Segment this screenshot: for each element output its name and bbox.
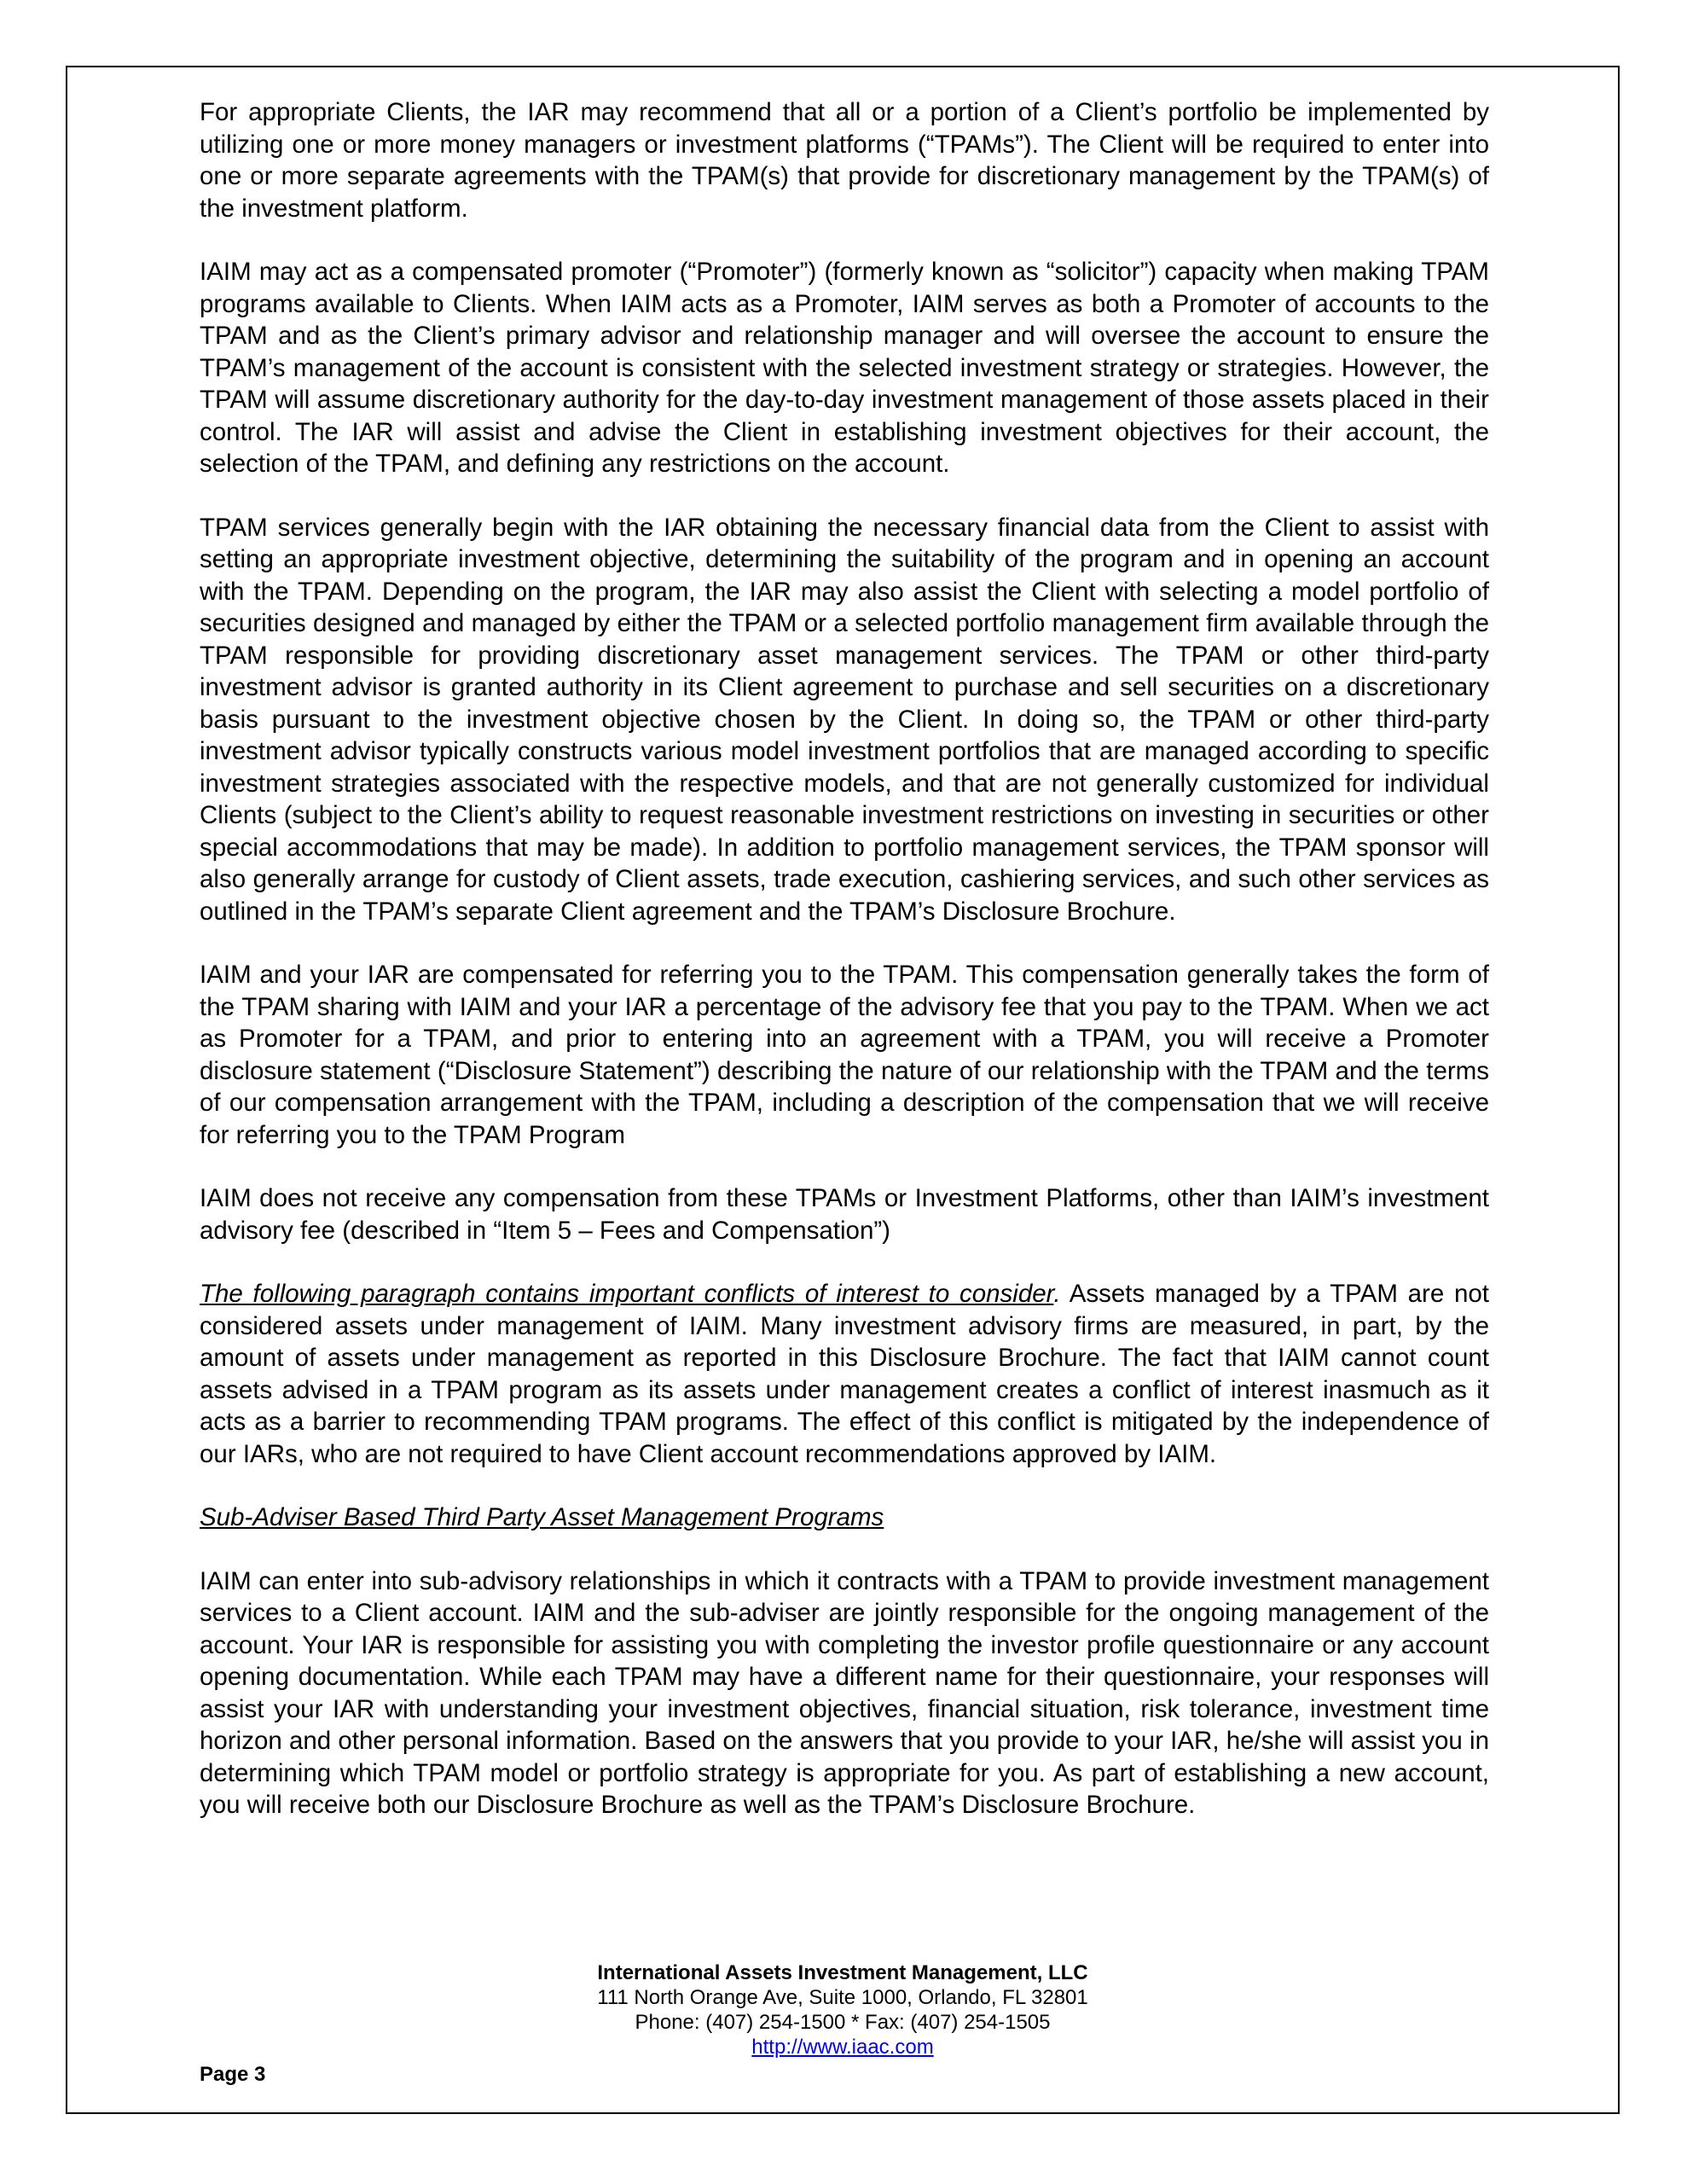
paragraph-no-compensation: IAIM does not receive any compensation from these TPAMs or Investment Platforms, other than IAIM’s investment advisory fee (described in “Item 5 – Fees and Compensation”) xyxy=(200,1184,1489,1245)
page-footer xyxy=(66,1960,1620,2059)
section-subheading: Sub-Adviser Based Third Party Asset Management Programs xyxy=(200,1503,884,1531)
document-body xyxy=(200,96,1489,1821)
paragraph-promoter: IAIM may act as a compensated promoter (“Promoter”) (formerly known as “solicitor”) capacity when making TPAM programs available to Clients. When IAIM acts as a Promoter, IAIM serves as both a Promoter of accounts to the TPAM and as the Client’s primary advisor and relationship manager and will oversee the account to ensure the TPAM’s management of the account is consistent with the selected investment strategy or strategies. However, the TPAM will assume discretionary authority for the day-to-day investment management of those assets placed in their control. The IAR will assist and advise the Client in establishing investment objectives for their account, the selection of the TPAM, and defining any restrictions on the account. xyxy=(200,258,1489,478)
footer-website-link[interactable]: http://www.iaac.com xyxy=(751,2036,934,2059)
paragraph-tpam-intro: For appropriate Clients, the IAR may recommend that all or a portion of a Client’s portfolio be implemented by utilizing one or more money managers or investment platforms (“TPAMs”). The Client will be required to enter into one or more separate agreements with the TPAM(s) that provide for discretionary management by the TPAM(s) of the investment platform. xyxy=(200,98,1489,223)
conflicts-body: Assets managed by a TPAM are not considered assets under management of IAIM. Many investment advisory firms are measured, in part, by the amount of assets under management as reported in this Disclosure Brochure. The fact that IAIM cannot count assets advised in a TPAM program as its assets under management creates a conflict of interest inasmuch as it acts as a barrier to recommending TPAM programs. The effect of this conflict is mitigated by the independence of our IARs, who are not required to have Client account recommendations approved by IAIM. xyxy=(200,1280,1490,1468)
footer-company-name: International Assets Investment Management, LLC xyxy=(597,1961,1088,1984)
page-number: Page 3 xyxy=(200,2063,266,2086)
conflicts-lead-punct: . xyxy=(1053,1280,1061,1308)
paragraph-conflicts xyxy=(200,1278,1489,1470)
conflicts-lead: The following paragraph contains important conflicts of interest to consider xyxy=(200,1280,1054,1308)
paragraph-tpam-services: TPAM services generally begin with the IAR obtaining the necessary financial data from the Client to assist with setting an appropriate investment objective, determining the suitability of the program and in opening an account with the TPAM. Depending on the program, the IAR may also assist the Client with selecting a model portfolio of securities designed and managed by either the TPAM or a selected portfolio management firm available through the TPAM responsible for providing discretionary asset management services. The TPAM or other third-party investment advisor is granted authority in its Client agreement to purchase and sell securities on a discretionary basis pursuant to the investment objective chosen by the Client. In doing so, the TPAM or other third-party investment advisor typically constructs various model investment portfolios that are managed according to specific investment strategies associated with the respective models, and that are not generally customized for individual Clients (subject to the Client’s ability to request reasonable investment restrictions on investing in securities or other special accommodations that may be made). In addition to portfolio management services, the TPAM sponsor will also generally arrange for custody of Client assets, trade execution, cashiering services, and such other services as outlined in the TPAM’s separate Client agreement and the TPAM’s Disclosure Brochure. xyxy=(200,513,1489,926)
paragraph-compensation: IAIM and your IAR are compensated for referring you to the TPAM. This compensation generally takes the form of the TPAM sharing with IAIM and your IAR a percentage of the advisory fee that you pay to the TPAM. When we act as Promoter for a TPAM, and prior to entering into an agreement with a TPAM, you will receive a Promoter disclosure statement (“Disclosure Statement”) describing the nature of our relationship with the TPAM and the terms of our compensation arrangement with the TPAM, including a description of the compensation that we will receive for referring you to the TPAM Program xyxy=(200,961,1489,1149)
footer-phone-fax: Phone: (407) 254-1500 * Fax: (407) 254-1505 xyxy=(635,2011,1051,2034)
paragraph-sub-adviser: IAIM can enter into sub-advisory relationships in which it contracts with a TPAM to provide investment management services to a Client account. IAIM and the sub-adviser are jointly responsible for the ongoing management of the account. Your IAR is responsible for assisting you with completing the investor profile questionnaire or any account opening documentation. While each TPAM may have a different name for their questionnaire, your responses will assist your IAR with understanding your investment objectives, financial situation, risk tolerance, investment time horizon and other personal information. Based on the answers that you provide to your IAR, he/she will assist you in determining which TPAM model or portfolio strategy is appropriate for you. As part of establishing a new account, you will receive both our Disclosure Brochure as well as the TPAM’s Disclosure Brochure. xyxy=(200,1566,1489,1819)
footer-address: 111 North Orange Ave, Suite 1000, Orlando, FL 32801 xyxy=(597,1986,1088,2009)
